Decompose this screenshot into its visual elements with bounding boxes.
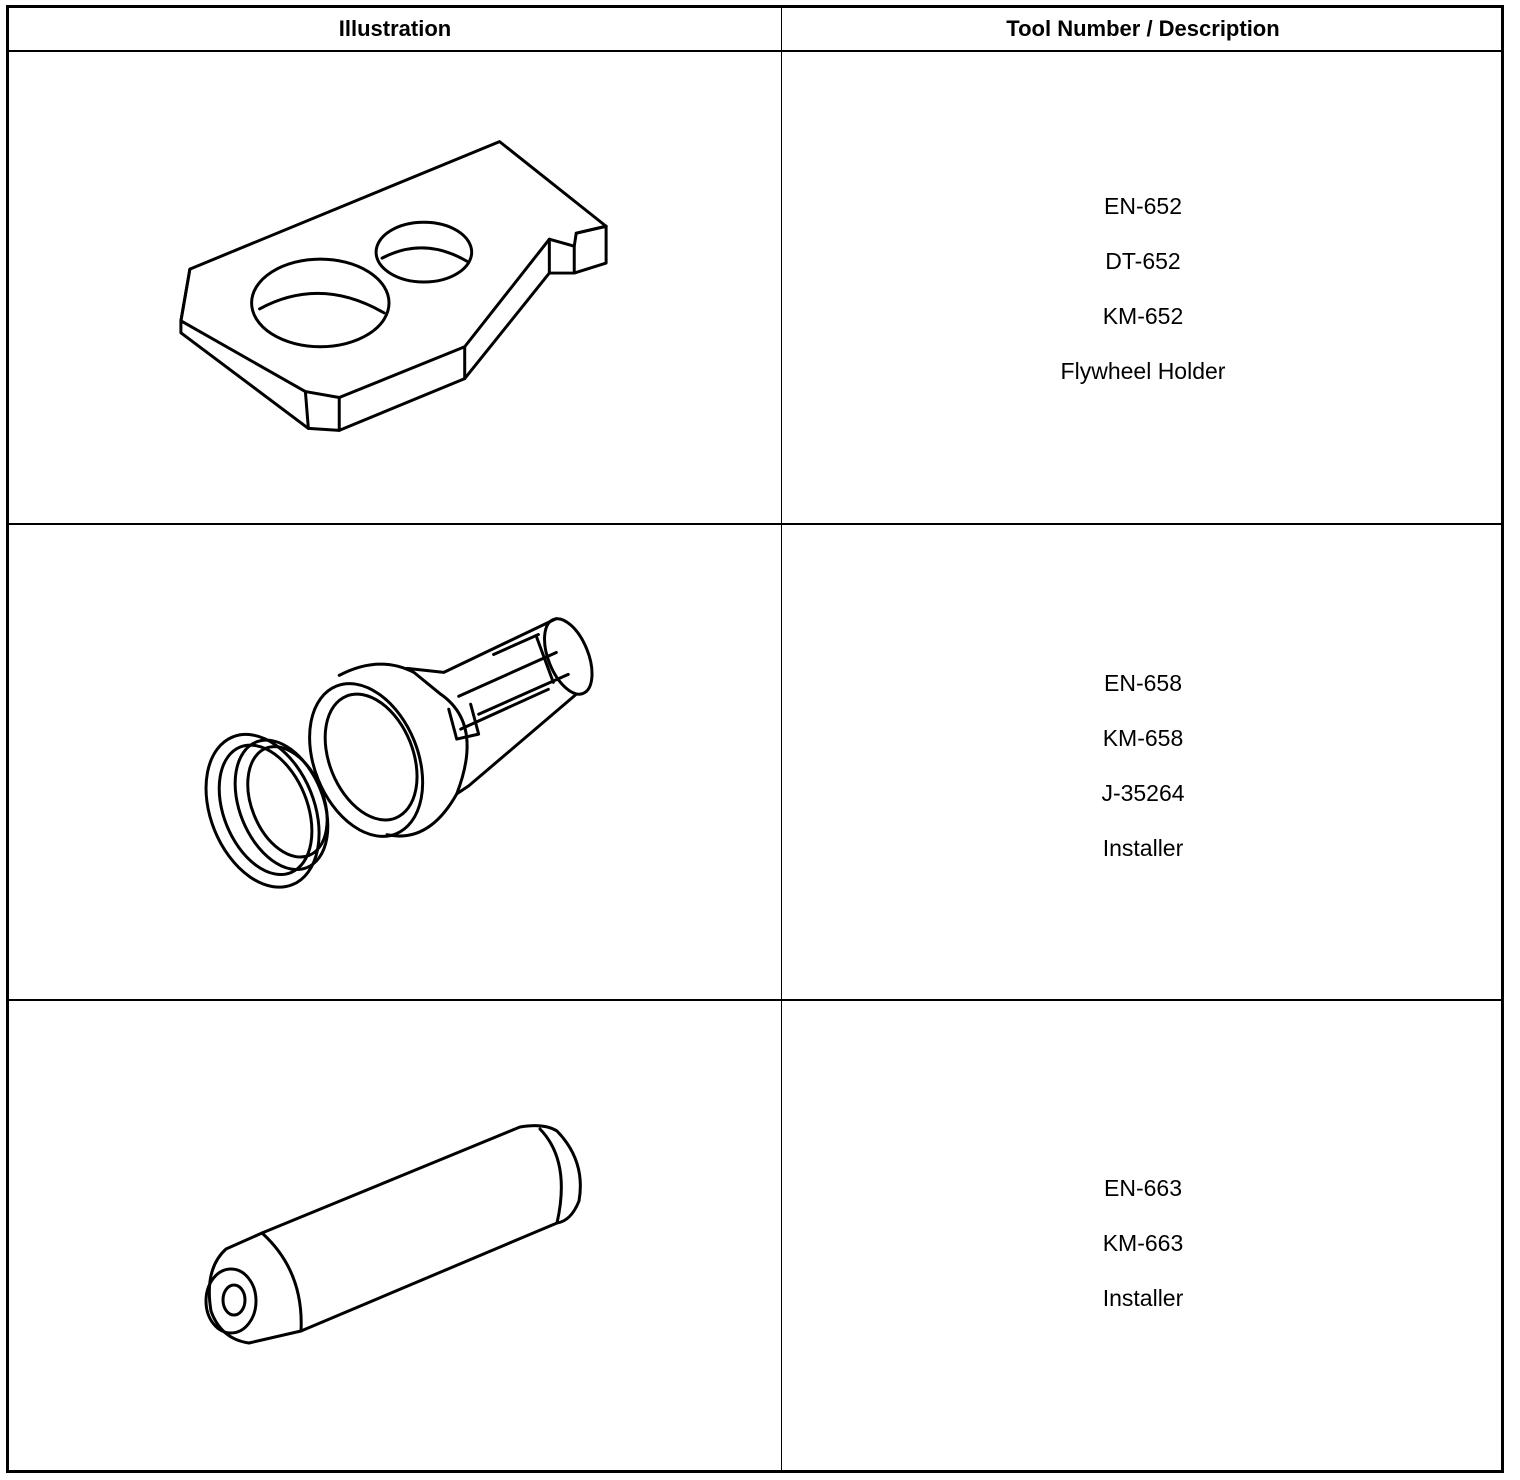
tool-description-cell xyxy=(782,525,1504,999)
flywheel-holder-icon xyxy=(9,52,781,523)
table-header-row xyxy=(9,8,1501,52)
tool-number-line: KM-658 xyxy=(1102,725,1184,751)
illustration-cell xyxy=(9,52,781,523)
tool-description-cell xyxy=(782,52,1504,523)
tool-description-line: Installer xyxy=(1102,835,1184,861)
illustration-cell xyxy=(9,525,781,999)
tool-number-line: DT-652 xyxy=(1105,248,1181,274)
tool-number-line: EN-652 xyxy=(1104,193,1182,219)
tool-number-line: KM-663 xyxy=(1102,1230,1184,1256)
tool-number-line: EN-658 xyxy=(1104,670,1182,696)
table-row xyxy=(9,1001,1501,1470)
illustration-cell xyxy=(9,1001,781,1470)
tool-description-cell xyxy=(782,1001,1504,1470)
tool-description-line: Installer xyxy=(1102,1285,1184,1311)
table-row xyxy=(9,525,1501,1001)
tool-table xyxy=(6,5,1504,1473)
table-row xyxy=(9,52,1501,525)
tool-number-line: J-35264 xyxy=(1101,780,1185,806)
tool-number-line: KM-652 xyxy=(1102,303,1184,329)
tool-number-line: EN-663 xyxy=(1104,1175,1182,1201)
header-illustration: Illustration xyxy=(338,16,452,41)
header-tool-number: Tool Number / Description xyxy=(1006,16,1280,41)
tool-description-line: Flywheel Holder xyxy=(1060,358,1226,384)
installer-with-ring-icon xyxy=(9,525,781,999)
installer-cylinder-icon xyxy=(9,1001,781,1470)
